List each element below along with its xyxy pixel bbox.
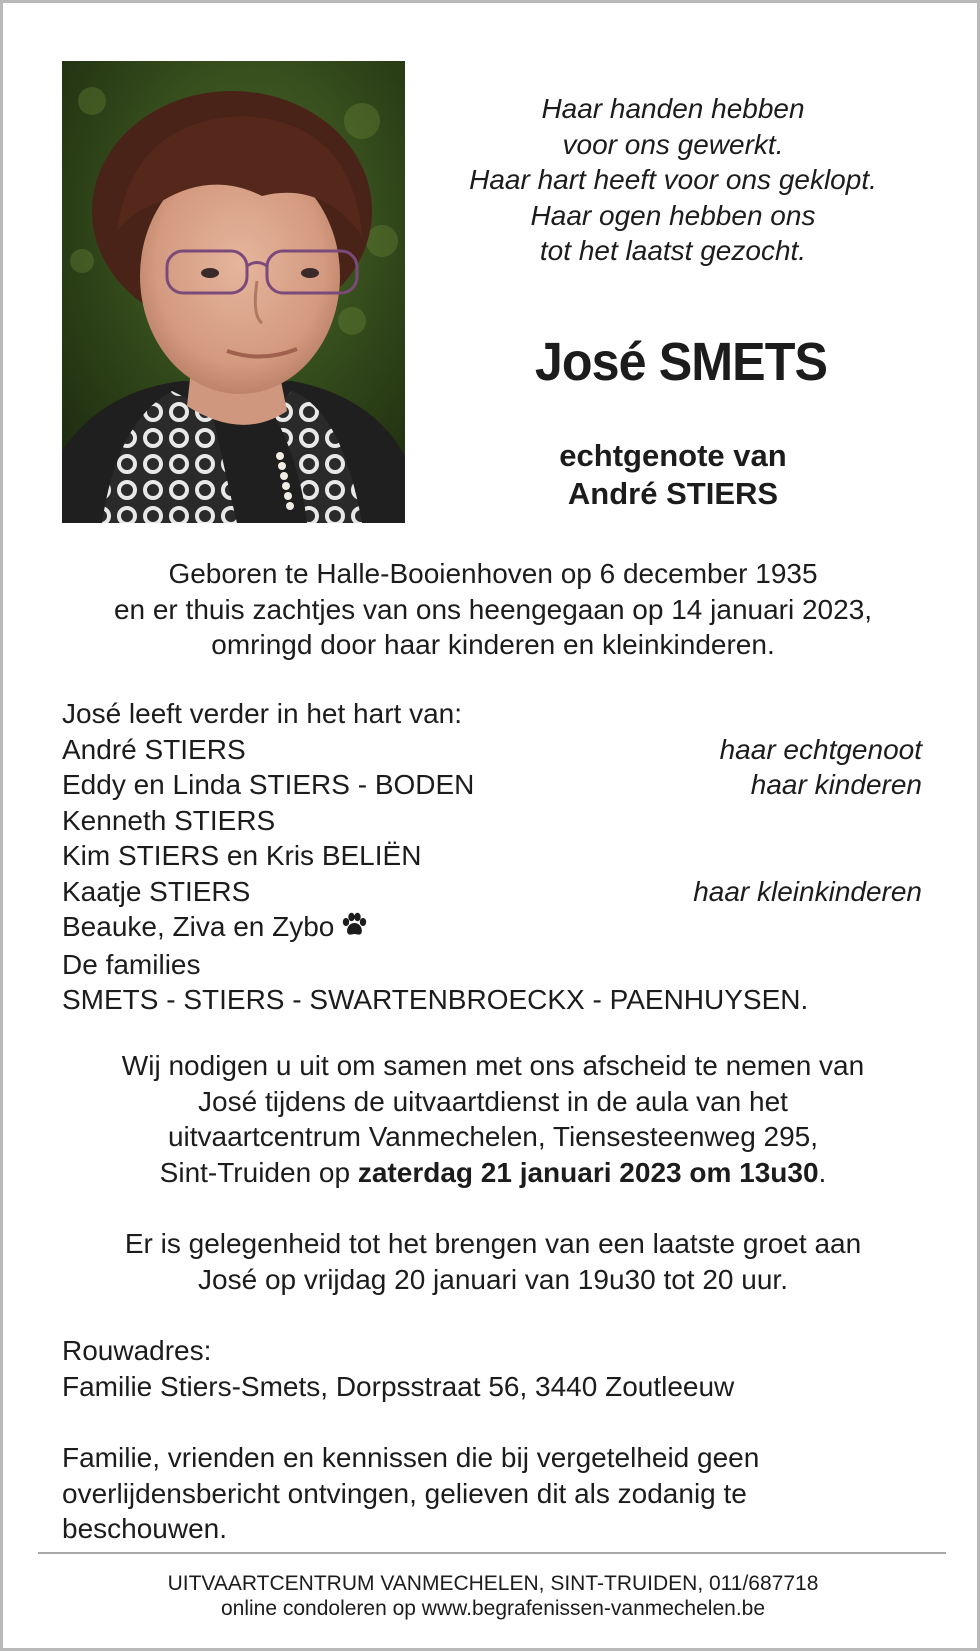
greeting-line: Er is gelegenheid tot het brengen van een laatste groet aan xyxy=(124,1228,862,1259)
poem-line: Haar handen hebben xyxy=(541,93,805,124)
spouse-block xyxy=(433,437,913,513)
relation-line: echtgenote van xyxy=(559,438,787,473)
poem-line: Haar ogen hebben ons xyxy=(530,199,816,231)
survivor-row xyxy=(62,982,922,1018)
survivor-name: Eddy en Linda STIERS - BODEN xyxy=(62,769,475,800)
notice-text xyxy=(62,1440,922,1547)
notice-line: overlijdensbericht ontvingen, gelieven dit als zodanig te xyxy=(62,1477,747,1509)
footer-divider xyxy=(38,1552,946,1554)
greeting-line: José op vrijdag 20 januari van 19u30 tot 20 uur. xyxy=(198,1263,788,1295)
website-line: online condoleren op www.begrafenissen-vanmechelen.be xyxy=(220,1597,766,1620)
poem-line: Haar hart heeft voor ons geklopt. xyxy=(469,164,877,195)
survivor-relation: haar kinderen xyxy=(750,769,922,800)
survivor-name: André STIERS xyxy=(62,733,246,765)
ceremony-line: José tijdens de uitvaartdienst in de aula van het xyxy=(198,1085,788,1117)
ceremony-line: uitvaartcentrum Vanmechelen, Tiensesteenweg 295, xyxy=(167,1121,819,1152)
survivor-row xyxy=(62,767,922,803)
survivors-list xyxy=(62,696,922,1018)
ceremony-line: Wij nodigen u uit om samen met ons afscheid te nemen van xyxy=(121,1050,865,1081)
spouse-name: André STIERS xyxy=(567,476,779,511)
survivors-intro: José leeft verder in het hart van: xyxy=(62,698,462,729)
survivor-name: De families xyxy=(62,948,201,980)
birth-line: Geboren te Halle-Booienhoven op 6 december 1935 xyxy=(168,558,818,589)
address-value: Familie Stiers-Smets, Dorpsstraat 56, 3440 Zoutleeuw xyxy=(62,1370,735,1402)
birth-death-info xyxy=(33,556,953,663)
paw-print-icon xyxy=(340,911,368,947)
poem-line: tot het laatst gezocht. xyxy=(539,235,807,266)
deceased-name: José SMETS xyxy=(534,332,828,392)
survivor-name: Beauke, Ziva en Zybo xyxy=(62,911,335,942)
memorial-poem xyxy=(433,91,913,269)
ceremony-invitation xyxy=(33,1048,953,1190)
ceremony-date-time: zaterdag 21 januari 2023 om 13u30 xyxy=(357,1156,819,1188)
survivor-row xyxy=(62,874,922,910)
survivor-name: Kenneth STIERS xyxy=(62,804,276,836)
survivor-row xyxy=(62,838,922,874)
survivor-row xyxy=(62,947,922,983)
survivor-relation: haar kleinkinderen xyxy=(693,875,922,907)
address-label: Rouwadres: xyxy=(62,1335,212,1366)
death-line: en er thuis zachtjes van ons heengegaan op 14 januari 2023, xyxy=(113,593,873,625)
surrounded-line: omringd door haar kinderen en kleinkinderen. xyxy=(211,629,775,660)
survivor-row xyxy=(62,732,922,768)
survivor-row xyxy=(62,803,922,839)
ceremony-line xyxy=(33,1155,953,1191)
poem-line: voor ons gewerkt. xyxy=(562,128,784,160)
notice-line: Familie, vrienden en kennissen die bij vergetelheid geen xyxy=(62,1442,760,1473)
mourning-address xyxy=(62,1333,922,1404)
footer xyxy=(33,1571,953,1621)
ceremony-place: Sint-Truiden op xyxy=(159,1156,358,1188)
survivor-name: Kim STIERS en Kris BELIËN xyxy=(62,840,422,871)
survivor-name: Kaatje STIERS xyxy=(62,875,251,907)
survivor-relation: haar echtgenoot xyxy=(719,733,922,765)
funeral-home-line: UITVAARTCENTRUM VANMECHELEN, SINT-TRUIDEN, 011/687718 xyxy=(167,1572,819,1595)
survivor-name: SMETS - STIERS - SWARTENBROECKX - PAENHUYSEN. xyxy=(62,984,809,1015)
ceremony-period: . xyxy=(818,1156,827,1188)
notice-line: beschouwen. xyxy=(62,1513,228,1544)
survivor-name-with-icon xyxy=(62,909,368,947)
last-greeting-info xyxy=(33,1226,953,1297)
portrait-photo xyxy=(62,61,405,523)
survivor-row xyxy=(62,909,922,947)
